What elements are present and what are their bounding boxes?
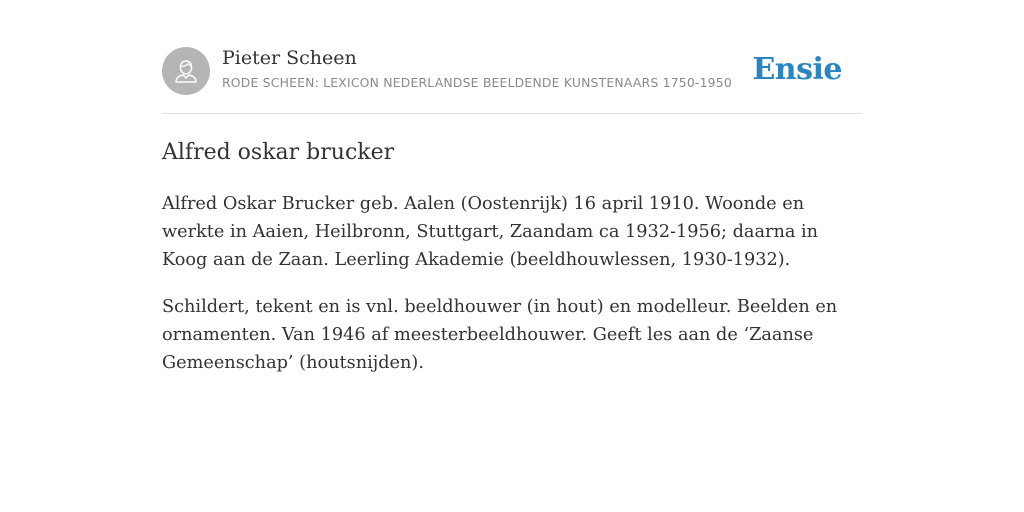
user-icon <box>162 47 210 95</box>
entry-body <box>162 190 862 396</box>
entry-card <box>162 0 862 373</box>
ensie-logo[interactable]: Ensie <box>752 52 842 87</box>
entry-title: Alfred oskar brucker <box>162 140 395 165</box>
source-title[interactable]: RODE SCHEEN: LEXICON NEDERLANDSE BEELDENDE KUNSTENAARS 1750-1950 <box>222 75 732 90</box>
author-name[interactable]: Pieter Scheen <box>222 47 357 69</box>
avatar[interactable] <box>162 47 210 95</box>
paragraph: Schildert, tekent en is vnl. beeldhouwer (in hout) en modelleur. Beelden en ornamenten. Van 1946 af meesterbeeldhouwer. Geeft les aan de ‘Zaanse Gemeenschap’ (houtsnijden). <box>162 297 838 373</box>
paragraph: Alfred Oskar Brucker geb. Aalen (Oostenrijk) 16 april 1910. Woonde en werkte in Aaien, Heilbronn, Stuttgart, Zaandam ca 1932-1956; daarna in Koog aan de Zaan. Leerling Akademie (beeldhouwlessen, 1930-1932). <box>162 194 819 270</box>
entry-header <box>162 0 862 114</box>
